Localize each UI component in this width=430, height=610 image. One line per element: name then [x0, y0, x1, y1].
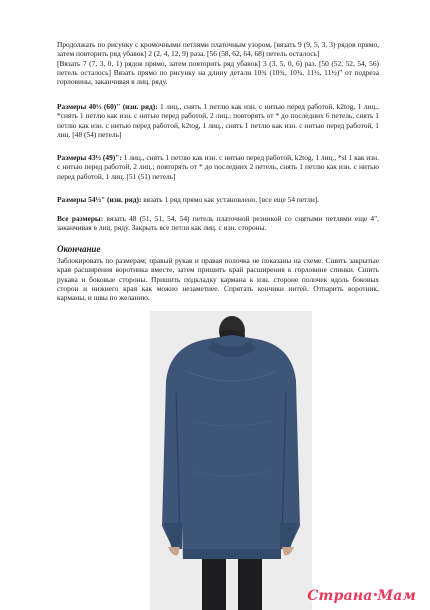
site-watermark	[307, 588, 416, 604]
sweater-illustration	[150, 311, 312, 610]
paragraph-finishing: Заблокировать по размерам; правый рукав и правая полочка не показаны на схеме. Сшить закрытые края расширения воротника вместе, затем пришить край расширения к горловине спинки. Сшить рукава и боковые стороны. Пришить подкладку кармана к изн. стороне полочек вдоль боковых сторон и нижнего края как можно незаметнее. Спрятать кончики нитей. Отпарить воротник, карманы, и швы по желанию.	[57, 256, 379, 303]
size-label-1: Размеры 40½ (60)" (изн. ряд):	[57, 102, 158, 111]
paragraph-all-sizes	[57, 214, 379, 233]
watermark-dot-icon	[374, 593, 377, 596]
size-text-2: 1 лиц., снять 1 петлю как изн. с нитью перед работой, k2tog, 1 лиц., *sl 1 как изн. с нитью перед работой, 2 лиц.; повторять от * до последних 2 петель, снять 1 петлю как изн. с нитью перед работой, 1 лиц. [51 (51) петель]	[57, 153, 379, 181]
size-text-3: вязать 1 ряд прямо как установлено. [все еще 54 петли].	[141, 195, 320, 204]
size-label-3: Размеры 54½" (изн. ряд):	[57, 195, 142, 204]
paragraph-pattern-continue	[57, 40, 379, 86]
watermark-part-1: Страна	[307, 588, 373, 604]
size-label-2: Размеры 43½ (49)":	[57, 153, 122, 162]
watermark-part-2: Мам	[377, 588, 416, 604]
text-p2: [Вязать 7 (7, 3, 0, 1) рядов прямо, затем повторить ряд убавок] 3 (3, 5, 0, 6) раз. [50 (52, 52, 54, 56) петель осталось] Вязать прямо по рисунку на длину детали 10¾ (10¾, 10¾, 11½, 11½)" от подреза горловины, заканчивая в лиц. ряду.	[57, 58, 379, 87]
size-text-1: 1 лиц., снять 1 петлю как изн. с нитью перед работой, k2tog, 1 лиц., *снять 1 петлю как изн. с нитью перед работой, 2 лиц.; повторять от * до последних 6 петель, снять 1 петлю как изн. с нитью перед работой, k2tog, 1 лиц., снять 1 петлю как изн. с нитью перед работой, 1 лиц. [48 (54) петель]	[57, 102, 379, 139]
paragraph-size-2	[57, 153, 379, 181]
section-heading-finishing: Окончание	[57, 244, 101, 254]
text-p1: Продолжать по рисунку с кромочными петлями платочным узором, [вязать 9 (9, 5, 3, 3) рядов прямо, затем повторить ряд убавок] 2 (2, 4, 12, 9) раза. [56 (58, 62, 64, 68) петель осталось]	[57, 40, 379, 59]
size-text-all: вязать 48 (51, 51, 54, 54) петель платочной резинкой со снятыми петлями еще 4", заканчивая в лиц. ряду. Закрыть все петли как лиц. с изн. стороны.	[57, 214, 379, 233]
sweater-photo	[150, 311, 312, 610]
paragraph-size-3	[57, 195, 379, 204]
size-label-all: Все размеры:	[57, 214, 104, 223]
paragraph-size-1	[57, 102, 379, 139]
